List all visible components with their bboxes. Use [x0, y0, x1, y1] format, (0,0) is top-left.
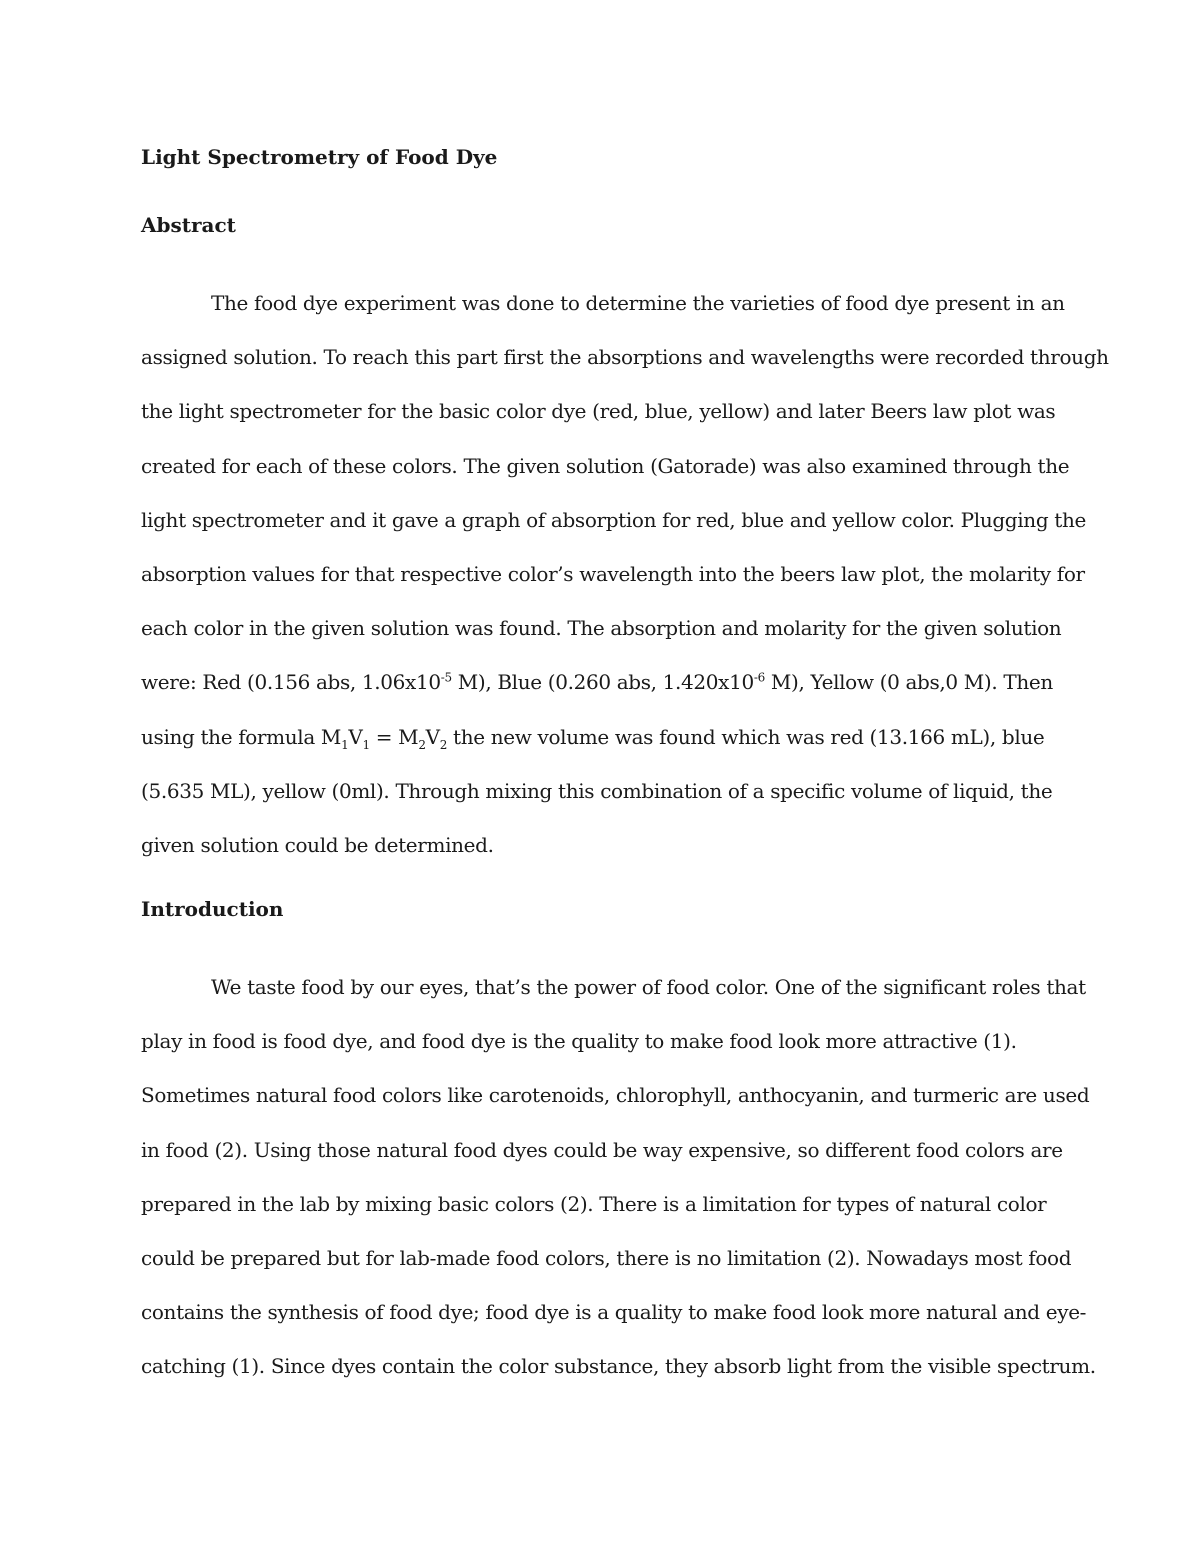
subscript: 2 — [418, 737, 426, 752]
exponent: -5 — [440, 670, 452, 685]
introduction-heading: Introduction — [141, 897, 284, 922]
abstract-line-formula — [141, 710, 1061, 764]
abstract-line: light spectrometer and it gave a graph of absorption for red, blue and yellow color. Plugging the — [141, 507, 1086, 532]
text-span: V — [425, 724, 440, 749]
document-page — [141, 138, 1109, 1394]
abstract-paragraph — [141, 276, 1109, 872]
text-span: were: Red (0.156 abs, 1.06x10 — [141, 670, 441, 695]
introduction-line: in food (2). Using those natural food dyes could be way expensive, so different food colors are — [141, 1137, 1063, 1162]
abstract-heading: Abstract — [141, 213, 236, 237]
abstract-line: (5.635 ML), yellow (0ml). Through mixing this combination of a specific volume of liquid, the — [141, 778, 1053, 803]
abstract-line: the light spectrometer for the basic color dye (red, blue, yellow) and later Beers law plot was — [141, 399, 1056, 424]
text-span: the new volume was found which was red (13.166 mL), blue — [447, 724, 1045, 749]
subscript: 1 — [362, 737, 370, 752]
introduction-line: prepared in the lab by mixing basic colors (2). There is a limitation for types of natural color — [141, 1191, 1047, 1216]
introduction-paragraph — [141, 960, 1096, 1394]
exponent: -6 — [753, 670, 765, 685]
text-span: = M — [369, 724, 419, 749]
document-title: Light Spectrometry of Food Dye — [141, 145, 498, 169]
introduction-line: We taste food by our eyes, that’s the power of food color. One of the significant roles that — [211, 975, 1086, 1000]
abstract-line: created for each of these colors. The given solution (Gatorade) was also examined through the — [141, 453, 1070, 478]
text-span: using the formula M — [141, 724, 342, 749]
introduction-line: contains the synthesis of food dye; food dye is a quality to make food look more natural and eye- — [141, 1300, 1087, 1325]
text-span: M), Blue (0.260 abs, 1.420x10 — [451, 670, 754, 695]
abstract-line: given solution could be determined. — [141, 832, 494, 857]
subscript: 2 — [439, 737, 447, 752]
abstract-line: assigned solution. To reach this part first the absorptions and wavelengths were recorded through — [141, 345, 1109, 370]
subscript: 1 — [341, 737, 349, 752]
abstract-line-molarity — [141, 655, 1061, 709]
introduction-line: play in food is food dye, and food dye is the quality to make food look more attractive (1). — [141, 1029, 1017, 1054]
abstract-line: each color in the given solution was found. The absorption and molarity for the given solution — [141, 616, 1062, 641]
abstract-line: The food dye experiment was done to determine the varieties of food dye present in an — [211, 291, 1065, 315]
introduction-line: could be prepared but for lab-made food colors, there is no limitation (2). Nowadays most food — [141, 1246, 1072, 1270]
abstract-line: absorption values for that respective color’s wavelength into the beers law plot, the molarity for — [141, 561, 1085, 586]
introduction-line: catching (1). Since dyes contain the color substance, they absorb light from the visible spectrum. — [141, 1354, 1096, 1379]
text-span: M), Yellow (0 abs,0 M). Then — [764, 670, 1053, 695]
introduction-line: Sometimes natural food colors like carotenoids, chlorophyll, anthocyanin, and turmeric are used — [141, 1083, 1090, 1108]
text-span: V — [348, 724, 363, 749]
